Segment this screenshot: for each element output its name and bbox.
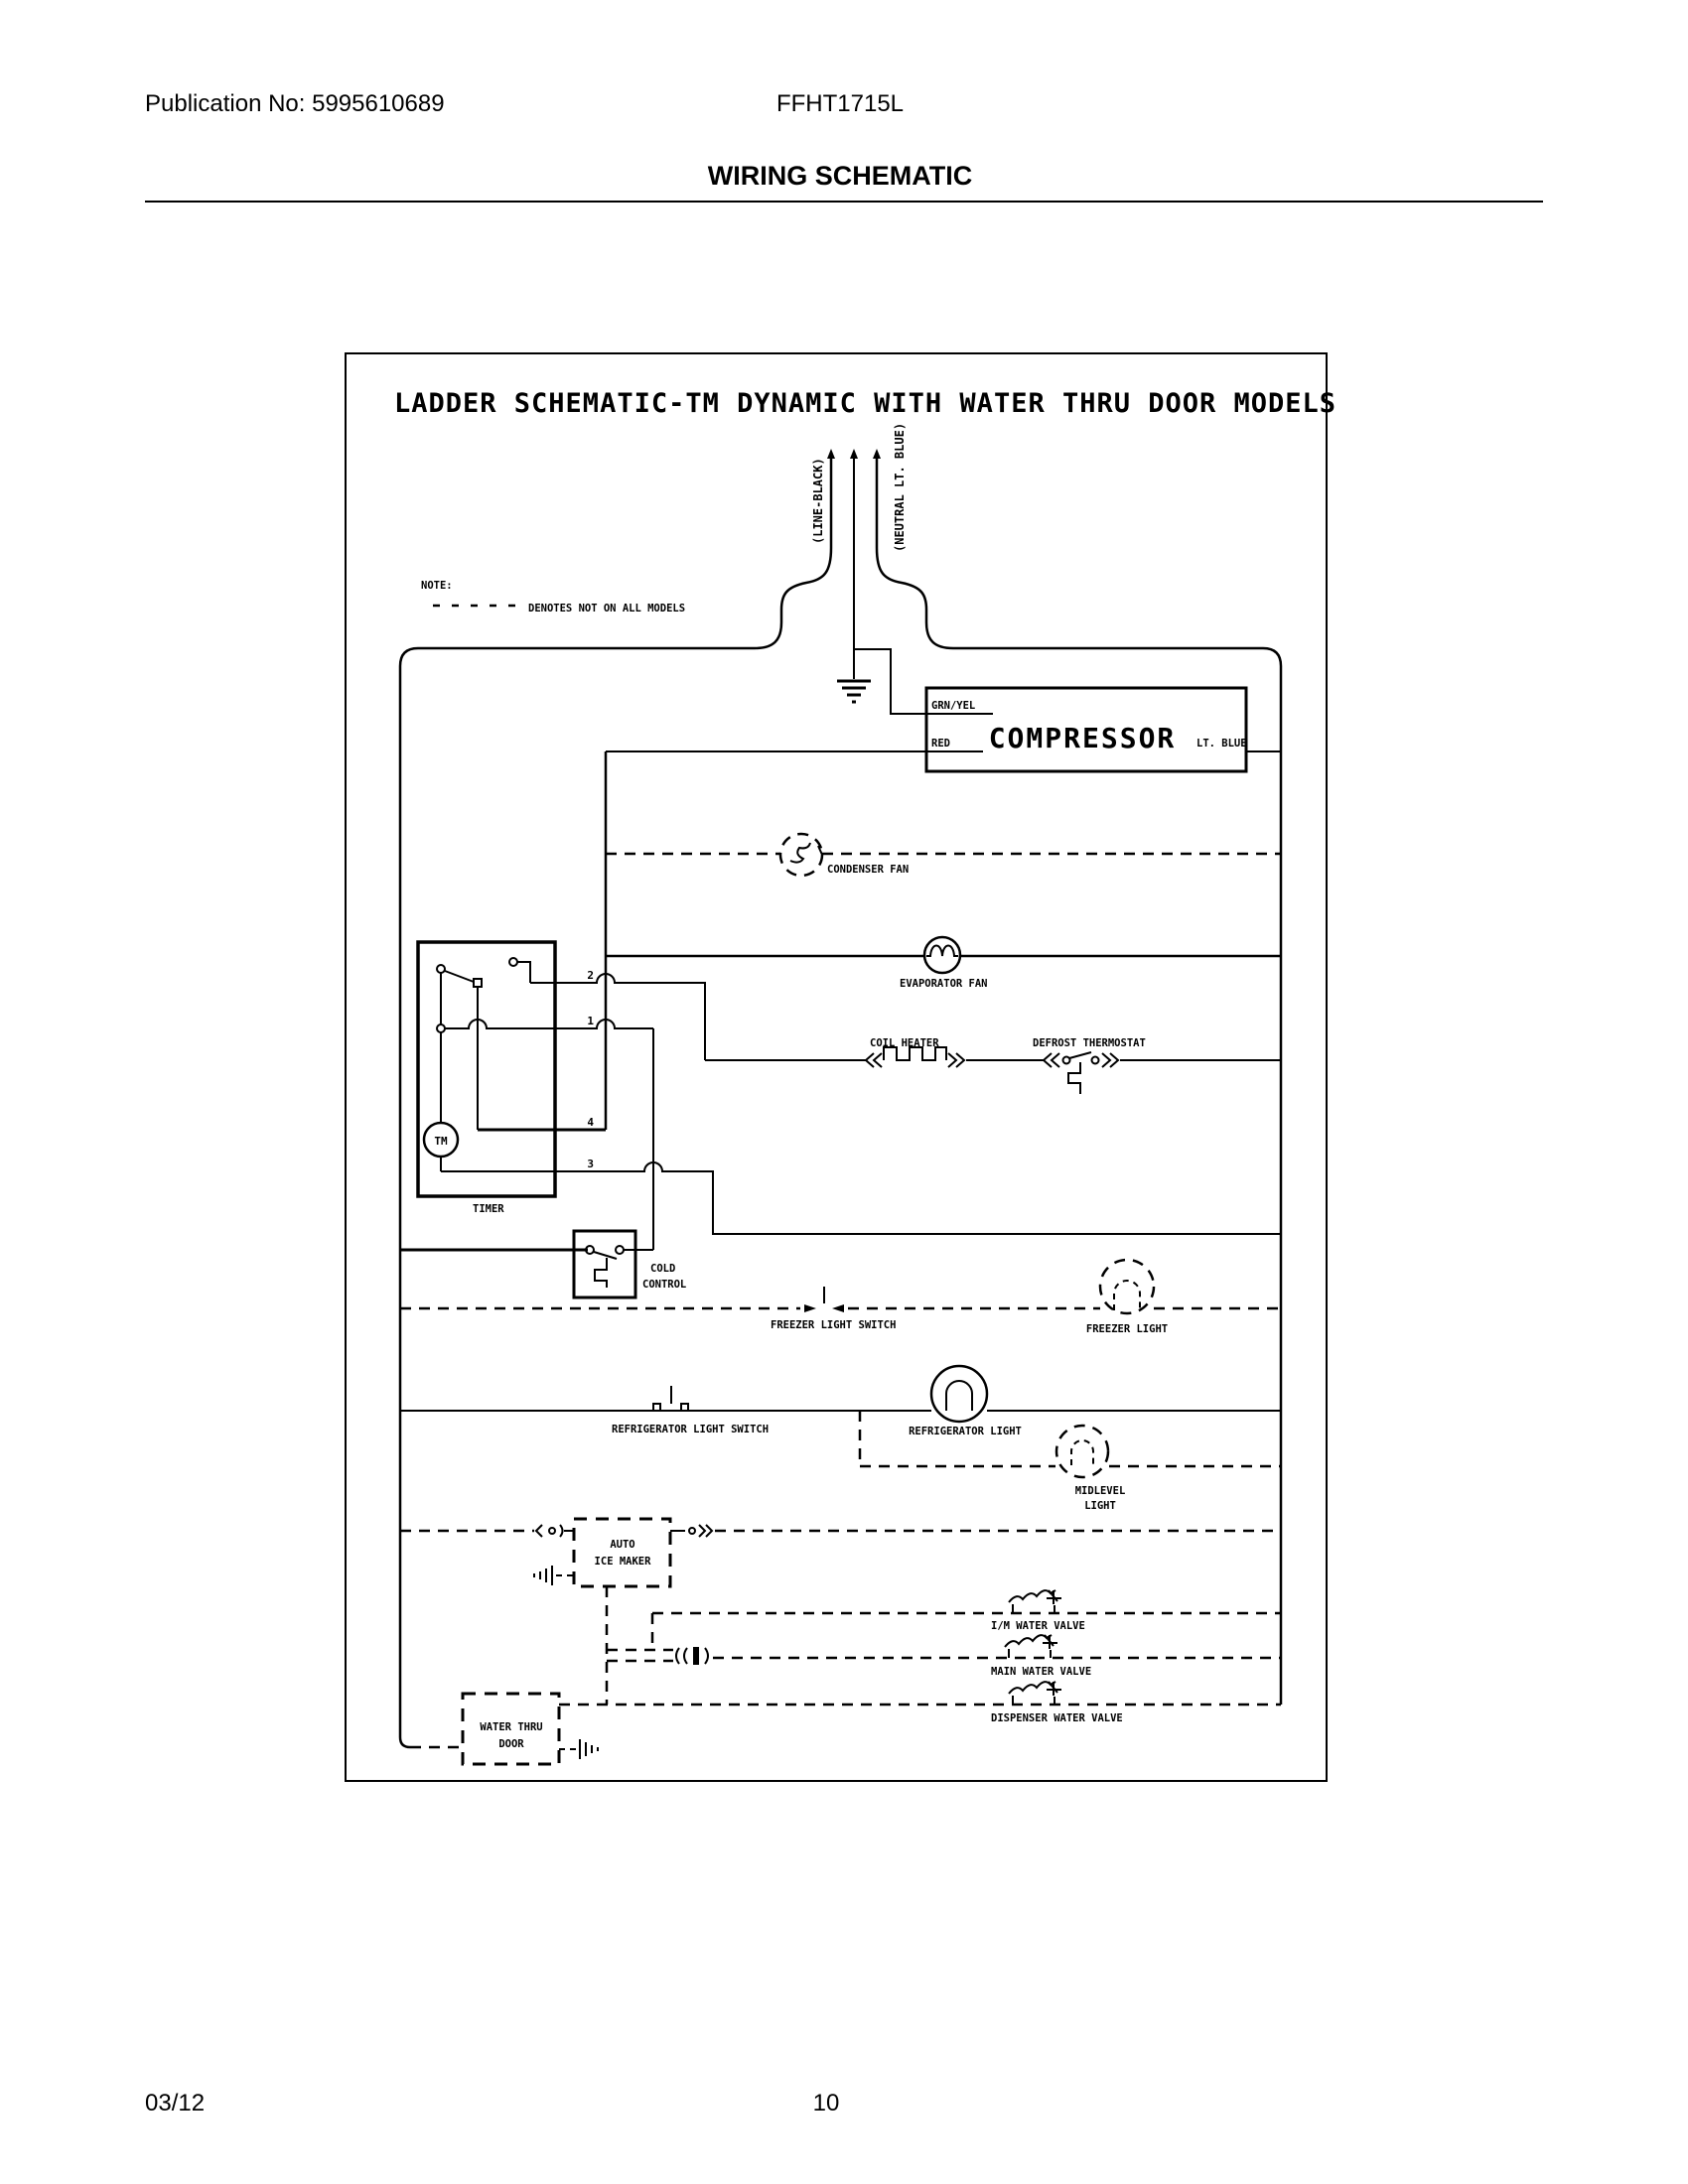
- note-label: NOTE:: [421, 580, 453, 592]
- ground-icon: [534, 1566, 574, 1585]
- contact3-wire: [441, 1162, 1281, 1234]
- timer-contact-4: 4: [587, 1116, 594, 1129]
- connector-chevron-icon: [1044, 1053, 1059, 1067]
- connector-icon: [670, 1525, 712, 1537]
- connector-chevron-icon: [866, 1053, 882, 1067]
- coil-heater-label: COIL HEATER: [870, 1037, 939, 1049]
- condenser-fan-label: CONDENSER FAN: [827, 864, 910, 876]
- timer-wire: [517, 962, 530, 983]
- evaporator-fan-row: [606, 937, 1281, 990]
- grn-yel-label: GRN/YEL: [931, 700, 976, 712]
- defrost-circuit-row: [705, 1037, 1281, 1094]
- publication-number: Publication No: 5995610689: [145, 90, 445, 117]
- timer-contact-3: 3: [587, 1158, 594, 1170]
- timer-pivot-terminal: [437, 965, 445, 973]
- red-label: RED: [931, 738, 950, 750]
- midlevel-light-label-2: LIGHT: [1084, 1500, 1116, 1512]
- connector-icon: [536, 1525, 574, 1537]
- connector-chevron-icon: [948, 1053, 964, 1067]
- timer-label: TIMER: [473, 1203, 504, 1215]
- refrigerator-light-switch-icon: [653, 1386, 688, 1411]
- evaporator-fan-label: EVAPORATOR FAN: [900, 978, 988, 990]
- water-valve-rows: [559, 1590, 1281, 1724]
- cold-control-terminal: [616, 1246, 624, 1254]
- timer: [418, 942, 1281, 1234]
- cold-control-arm: [594, 1252, 617, 1259]
- footer-date: 03/12: [145, 2090, 206, 2116]
- refrigerator-light-label: REFRIGERATOR LIGHT: [909, 1426, 1022, 1437]
- cold-control-box: [574, 1231, 635, 1297]
- line-conductor-left-rail: [400, 457, 831, 1747]
- water-thru-door-label-1: WATER THRU: [480, 1721, 543, 1733]
- timer-contact-terminal: [474, 979, 482, 987]
- freezer-light-switch-label: FREEZER LIGHT SWITCH: [771, 1319, 897, 1331]
- model-number: FFHT1715L: [775, 90, 905, 117]
- freezer-light-label: FREEZER LIGHT: [1085, 1323, 1169, 1335]
- thermostat-terminal: [1092, 1057, 1099, 1064]
- defrost-thermostat-label: DEFROST THERMOSTAT: [1033, 1037, 1146, 1049]
- timer-terminal: [509, 958, 517, 966]
- auto-ice-maker-row: [400, 1519, 1281, 1705]
- auto-ice-maker-box: [574, 1519, 670, 1586]
- freezer-light-row: [400, 1260, 1281, 1335]
- contact1-wire: [445, 1020, 653, 1028]
- timer-contact-1: 1: [587, 1015, 594, 1027]
- page-footer: [145, 2090, 839, 2116]
- cold-control-label-1: COLD: [650, 1263, 676, 1275]
- refrigerator-light-circle: [931, 1366, 987, 1422]
- freezer-light-circle: [1100, 1260, 1154, 1313]
- auto-ice-maker-label-2: ICE MAKER: [594, 1556, 651, 1568]
- timer-terminal: [437, 1024, 445, 1032]
- solenoid-coil-icon: [1009, 1682, 1061, 1705]
- solenoid-coil-icon: [1005, 1635, 1057, 1658]
- page-title: WIRING SCHEMATIC: [707, 161, 973, 191]
- solenoid-coil-icon: [1009, 1590, 1061, 1613]
- condenser-fan-circle: [780, 834, 822, 876]
- ground-icon: [837, 681, 871, 702]
- main-valve-stub-wires: [607, 1650, 673, 1661]
- refrigerator-light-row: [400, 1366, 1281, 1437]
- condenser-fan-row: [606, 834, 1281, 876]
- neutral-conductor-right-rail: [877, 457, 1281, 1705]
- power-supply: [400, 423, 1281, 1747]
- note-text: DENOTES NOT ON ALL MODELS: [528, 603, 686, 614]
- fan-blade-icon: [790, 843, 822, 863]
- line-label: (LINE-BLACK): [811, 458, 825, 544]
- compressor: [606, 688, 1281, 771]
- refrigerator-light-switch-label: REFRIGERATOR LIGHT SWITCH: [612, 1424, 770, 1435]
- thermostat-terminal: [1063, 1057, 1070, 1064]
- schematic-title: LADDER SCHEMATIC-TM DYNAMIC WITH WATER THRU DOOR MODELS: [394, 388, 1337, 419]
- timer-contact-2: 2: [587, 969, 594, 982]
- water-thru-door-label-2: DOOR: [498, 1738, 524, 1750]
- midlevel-light-circle: [1056, 1426, 1108, 1477]
- schematic-frame: [346, 353, 1336, 1781]
- connector-chevron-icon: [1102, 1053, 1118, 1067]
- dispenser-water-valve-label: DISPENSER WATER VALVE: [991, 1712, 1123, 1724]
- ground-icon: [559, 1739, 598, 1759]
- connector-icon: [676, 1647, 708, 1665]
- freezer-light-switch-icon: [804, 1287, 844, 1312]
- thermostat-bimetal-icon: [1068, 1062, 1080, 1094]
- auto-ice-maker-label-1: AUTO: [610, 1539, 635, 1551]
- thermostat-arm: [1069, 1052, 1091, 1058]
- cold-control-bellows-icon: [595, 1258, 607, 1288]
- lt-blue-label: LT. BLUE: [1196, 738, 1247, 750]
- timer-motor-label: TM: [434, 1135, 448, 1148]
- midlevel-light-label-1: MIDLEVEL: [1074, 1485, 1126, 1497]
- timer-switch-arm: [445, 971, 474, 982]
- cold-control: [400, 1028, 686, 1297]
- compressor-label: COMPRESSOR: [988, 722, 1177, 754]
- footer-page-number: 10: [812, 2090, 840, 2116]
- page-header: [145, 90, 1543, 202]
- im-water-valve-label: I/M WATER VALVE: [991, 1620, 1085, 1632]
- note-legend: [421, 580, 685, 614]
- neutral-label: (NEUTRAL LT. BLUE): [893, 422, 907, 552]
- cold-control-label-2: CONTROL: [642, 1279, 687, 1291]
- main-water-valve-label: MAIN WATER VALVE: [991, 1666, 1092, 1678]
- timer-box: [418, 942, 555, 1196]
